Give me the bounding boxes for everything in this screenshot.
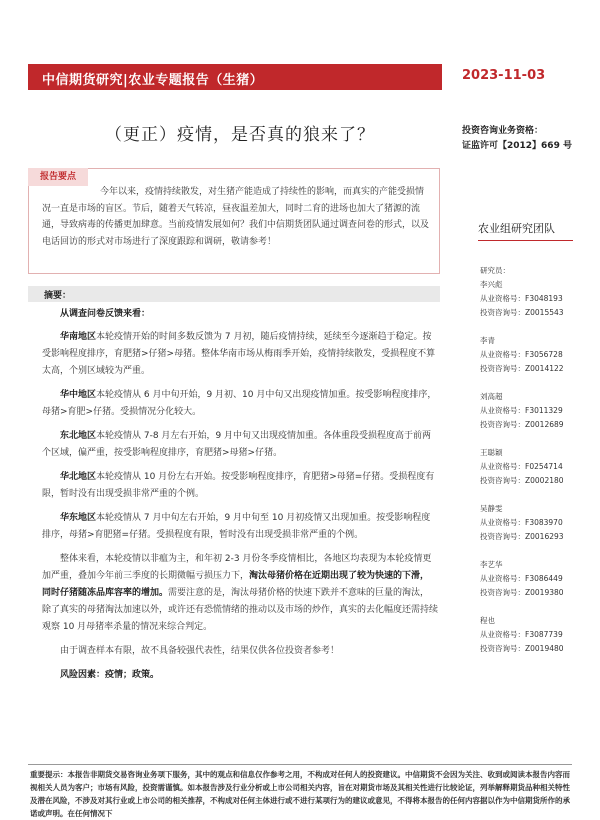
member-name: 李艺华 bbox=[480, 560, 503, 569]
risk-paragraph bbox=[42, 667, 438, 684]
member-consult: 投资咨询号：Z0019480 bbox=[480, 644, 564, 653]
report-title: （更正）疫情，是否真的狼来了？ bbox=[105, 125, 375, 145]
abstract-label: 摘要： bbox=[44, 291, 72, 301]
member-name: 程也 bbox=[480, 616, 495, 625]
report-header-title: 中信期货研究|农业专题报告（生猪） bbox=[42, 73, 264, 88]
member-qual: 从业资格号：F3087739 bbox=[480, 630, 563, 639]
license-info bbox=[462, 124, 572, 154]
member-consult: 投资咨询号：Z0002180 bbox=[480, 476, 564, 485]
member-qual: 从业资格号：F3086449 bbox=[480, 574, 563, 583]
member-name: 李青 bbox=[480, 336, 495, 345]
region-paragraph bbox=[42, 428, 438, 462]
team-divider bbox=[478, 240, 573, 241]
member-consult: 投资咨询号：Z0019380 bbox=[480, 588, 564, 597]
region-name: 华北地区 bbox=[60, 472, 97, 482]
team-member bbox=[480, 278, 564, 320]
region-list bbox=[42, 329, 438, 544]
member-list bbox=[480, 278, 564, 656]
member-name: 李兴彪 bbox=[480, 280, 503, 289]
summary-tag: 报告要点 bbox=[28, 168, 88, 186]
overall-paragraph bbox=[42, 551, 438, 636]
member-qual: 从业资格号：F3011329 bbox=[480, 406, 563, 415]
region-name: 华东地区 bbox=[60, 513, 97, 523]
report-date: 2023-11-03 bbox=[462, 68, 546, 83]
summary-text: 今年以来，疫情持续散发，对生猪产能造成了持续性的影响，而真实的产能受损情况一直是市场的盲区。节后，随着天气转凉，昼夜温差加大，同时二育的进场也加大了猪源的流通，导致病毒的传播更加肆意。当前疫情发展如何？我们中信期货团队通过调查问卷的形式，以及电话回访的形式对市场进行了深度跟踪和调研，敬请参考！ bbox=[42, 187, 430, 247]
member-qual: 从业资格号：F0254714 bbox=[480, 462, 563, 471]
member-name: 吴静雯 bbox=[480, 504, 503, 513]
member-consult: 投资咨询号：Z0012689 bbox=[480, 420, 564, 429]
region-paragraph bbox=[42, 329, 438, 380]
member-consult: 投资咨询号：Z0015543 bbox=[480, 308, 564, 317]
region-paragraph bbox=[42, 469, 438, 503]
overall-bold: 淘汰母猪价格在近期出现了较为快速的下滑，同时仔猪随冻品库容率的增加。 bbox=[42, 571, 430, 598]
staff-list bbox=[480, 264, 564, 670]
region-paragraph bbox=[42, 510, 438, 544]
region-name: 东北地区 bbox=[60, 431, 97, 441]
region-text: 本轮疫情从 7 月中旬左右开始，9 月中旬至 10 月初疫情又出现加重。按受影响程度排序，母猪>育肥猪=仔猪。受损程度有限，暂时没有出现受损非常严重的个例。 bbox=[42, 513, 431, 540]
region-text: 本轮疫情从 7-8 月左右开始，9 月中旬又出现疫情加重。各体重段受损程度高于前两个区域，偏严重，按受影响程度排序，育肥猪>母猪>仔猪。 bbox=[42, 431, 432, 458]
risk-text: 风险因素：疫情；政策。 bbox=[60, 670, 160, 680]
footer-divider bbox=[28, 764, 572, 765]
member-name: 王聪颖 bbox=[480, 448, 503, 457]
team-member bbox=[480, 334, 564, 376]
abstract-bar bbox=[28, 286, 440, 302]
region-paragraph bbox=[42, 387, 438, 421]
member-consult: 投资咨询号：Z0014122 bbox=[480, 364, 564, 373]
region-text: 本轮疫情从 6 月中旬开始，9 月初、10 月中旬又出现疫情加重。按受影响程度排序，母猪>育肥>仔猪。受损情况分化较大。 bbox=[42, 390, 437, 417]
report-body bbox=[42, 306, 438, 691]
overall-post: 需要注意的是，淘汰母猪价格的快速下跌并不意味的巨量的淘汰，除了真实的母猪淘汰加速以外，或许还有恐慌情绪的推动以及市场的炒作，真实的去化幅度还需持续观察 10 月母猪率杀量的情况来综合判定。 bbox=[42, 588, 439, 632]
team-title: 农业组研究团队 bbox=[478, 222, 555, 235]
region-text: 本轮疫情开始的时间多数反馈为 7 月初，随后疫情持续，延续至今逐渐趋于稳定。按受影响程度排序，育肥猪>仔猪>母猪。整体华南市场从梅雨季开始，疫情持续散发，受损程度不算太高，个别区域较为严重。 bbox=[42, 332, 436, 376]
team-member bbox=[480, 446, 564, 488]
region-name: 华南地区 bbox=[60, 332, 97, 342]
limitation-paragraph: 由于调查样本有限，故不具备较强代表性，结果仅供各位投资者参考！ bbox=[60, 646, 340, 656]
member-name: 刘高超 bbox=[480, 392, 503, 401]
member-consult: 投资咨询号：Z0016293 bbox=[480, 532, 564, 541]
team-member bbox=[480, 502, 564, 544]
license-line-2: 证监许可【2012】669 号 bbox=[462, 141, 572, 151]
member-qual: 从业资格号：F3048193 bbox=[480, 294, 563, 303]
researcher-label: 研究员： bbox=[480, 266, 510, 275]
overall-pre: 整体来看，本轮疫情以非瘟为主，和年初 2-3 月份冬季疫情相比，各地区均表现为本轮疫情更加严重，叠加今年前三季度的长期微幅亏损压力下， bbox=[42, 554, 432, 581]
license-line-1: 投资咨询业务资格： bbox=[462, 126, 544, 136]
footer-disclaimer: 重要提示：本报告非期货交易咨询业务项下服务，其中的观点和信息仅作参考之用，不构成对任何人的投资建议。中信期货不会因为关注、收到或阅读本报告内容而视相关人员为客户；市场有风险，投资需谨慎。如本报告涉及行业分析或上市公司相关内容，旨在对期货市场及其相关性进行比较论证，列举解释期货品种相关特性及潜在风险，不涉及对其行业或上市公司的相关推荐，不构成对任何主体进行或不进行某项行为的建议或意见，不得将本报告的任何内容据以作为中信期货所作的承诺或声明。在任何情况下 bbox=[30, 770, 570, 818]
survey-heading: 从调查问卷反馈来看： bbox=[60, 309, 151, 319]
team-member bbox=[480, 558, 564, 600]
member-qual: 从业资格号：F3056728 bbox=[480, 350, 563, 359]
team-member bbox=[480, 614, 564, 656]
team-member bbox=[480, 390, 564, 432]
report-header-bar bbox=[28, 64, 442, 90]
region-text: 本轮疫情从 10 月份左右开始。按受影响程度排序，育肥猪>母猪=仔猪。受损程度有限，暂时没有出现受损非常严重的个例。 bbox=[42, 472, 435, 499]
member-qual: 从业资格号：F3083970 bbox=[480, 518, 563, 527]
region-name: 华中地区 bbox=[60, 390, 97, 400]
